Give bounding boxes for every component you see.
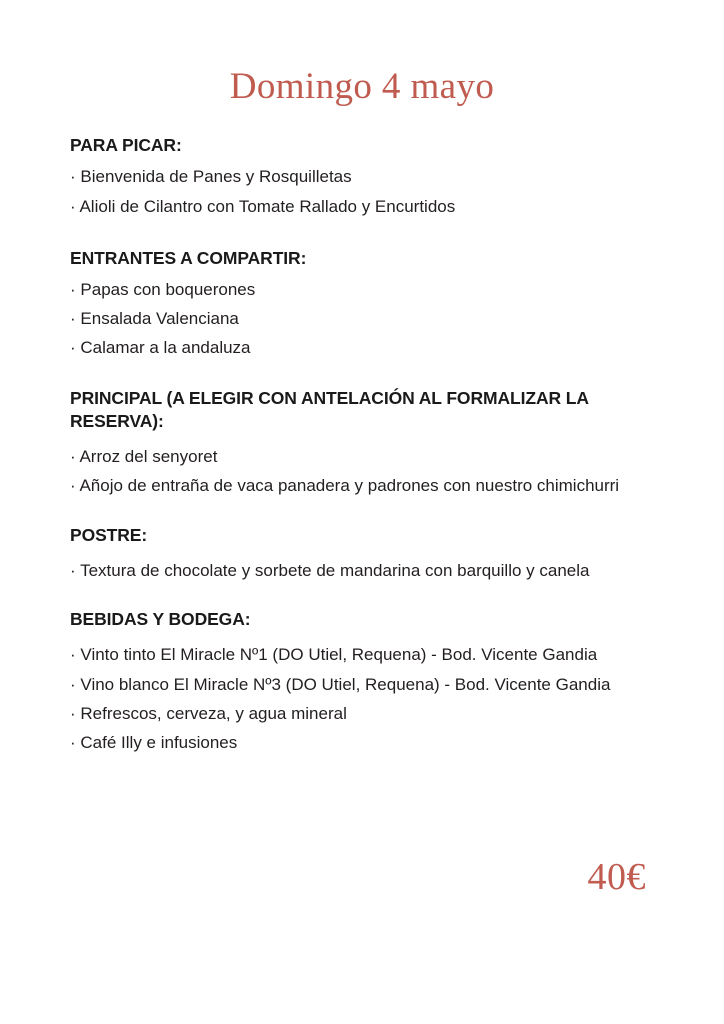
list-item [70, 275, 630, 304]
list-item-label: Arroz del senyoret [79, 447, 218, 467]
section-item-list [70, 162, 630, 220]
list-item [70, 304, 630, 333]
list-item [70, 162, 630, 191]
list-item [70, 471, 630, 500]
list-item-label: Refrescos, cerveza, y agua mineral [80, 703, 347, 723]
menu-sections [70, 134, 630, 757]
list-item [70, 670, 630, 699]
bullet-icon: · [70, 674, 76, 694]
list-item-label: Añojo de entraña de vaca panadera y padrones con nuestro chimichurri [79, 476, 620, 496]
bullet-icon: · [70, 733, 76, 753]
list-item-label: Papas con boquerones [80, 280, 256, 299]
list-item-label: Vino blanco El Miracle Nº3 (DO Utiel, Requena) - Bod. Vicente Gandia [80, 674, 611, 694]
menu-section-bebidas [70, 608, 630, 757]
list-item-label: Bienvenida de Panes y Rosquilletas [80, 167, 352, 187]
page-title: Domingo 4 mayo [229, 66, 495, 107]
section-item-list [70, 442, 630, 500]
menu-section-principal [70, 387, 630, 501]
bullet-icon: · [70, 338, 76, 358]
menu-price: 40€ [587, 856, 646, 898]
bullet-icon: · [70, 645, 76, 665]
bullet-icon: · [70, 447, 76, 467]
list-item [70, 728, 630, 757]
list-item [70, 333, 630, 362]
section-item-list [70, 275, 630, 363]
list-item [70, 556, 630, 585]
bullet-icon: · [70, 476, 76, 496]
bullet-icon: · [70, 196, 76, 216]
section-heading: ENTRANTES A COMPARTIR: [70, 247, 307, 268]
menu-section-entrantes [70, 247, 630, 363]
list-item [70, 192, 630, 221]
bullet-icon: · [70, 703, 76, 723]
section-heading: PARA PICAR: [70, 135, 182, 155]
menu-section-para-picar [70, 134, 630, 221]
bullet-icon: · [70, 309, 76, 329]
bullet-icon: · [70, 280, 76, 299]
list-item-label: Textura de chocolate y sorbete de mandarina con barquillo y canela [80, 560, 590, 580]
list-item-label: Alioli de Cilantro con Tomate Rallado y Encurtidos [79, 196, 456, 216]
section-heading: BEBIDAS Y BODEGA: [70, 609, 251, 630]
section-item-list [70, 640, 630, 757]
list-item [70, 442, 630, 471]
section-heading: POSTRE: [70, 524, 148, 545]
section-item-list [70, 556, 630, 585]
bullet-icon: · [70, 167, 76, 187]
menu-section-postre [70, 524, 630, 586]
list-item-label: Ensalada Valenciana [80, 309, 239, 329]
list-item [70, 699, 630, 728]
list-item-label: Café Illy e infusiones [80, 733, 238, 753]
list-item-label: Calamar a la andaluza [80, 338, 251, 358]
list-item-label: Vinto tinto El Miracle Nº1 (DO Utiel, Requena) - Bod. Vicente Gandia [80, 645, 598, 665]
list-item [70, 640, 630, 669]
section-heading: PRINCIPAL (A ELEGIR CON ANTELACIÓN AL FORMALIZAR LA RESERVA): [70, 387, 589, 431]
bullet-icon: · [70, 560, 76, 580]
